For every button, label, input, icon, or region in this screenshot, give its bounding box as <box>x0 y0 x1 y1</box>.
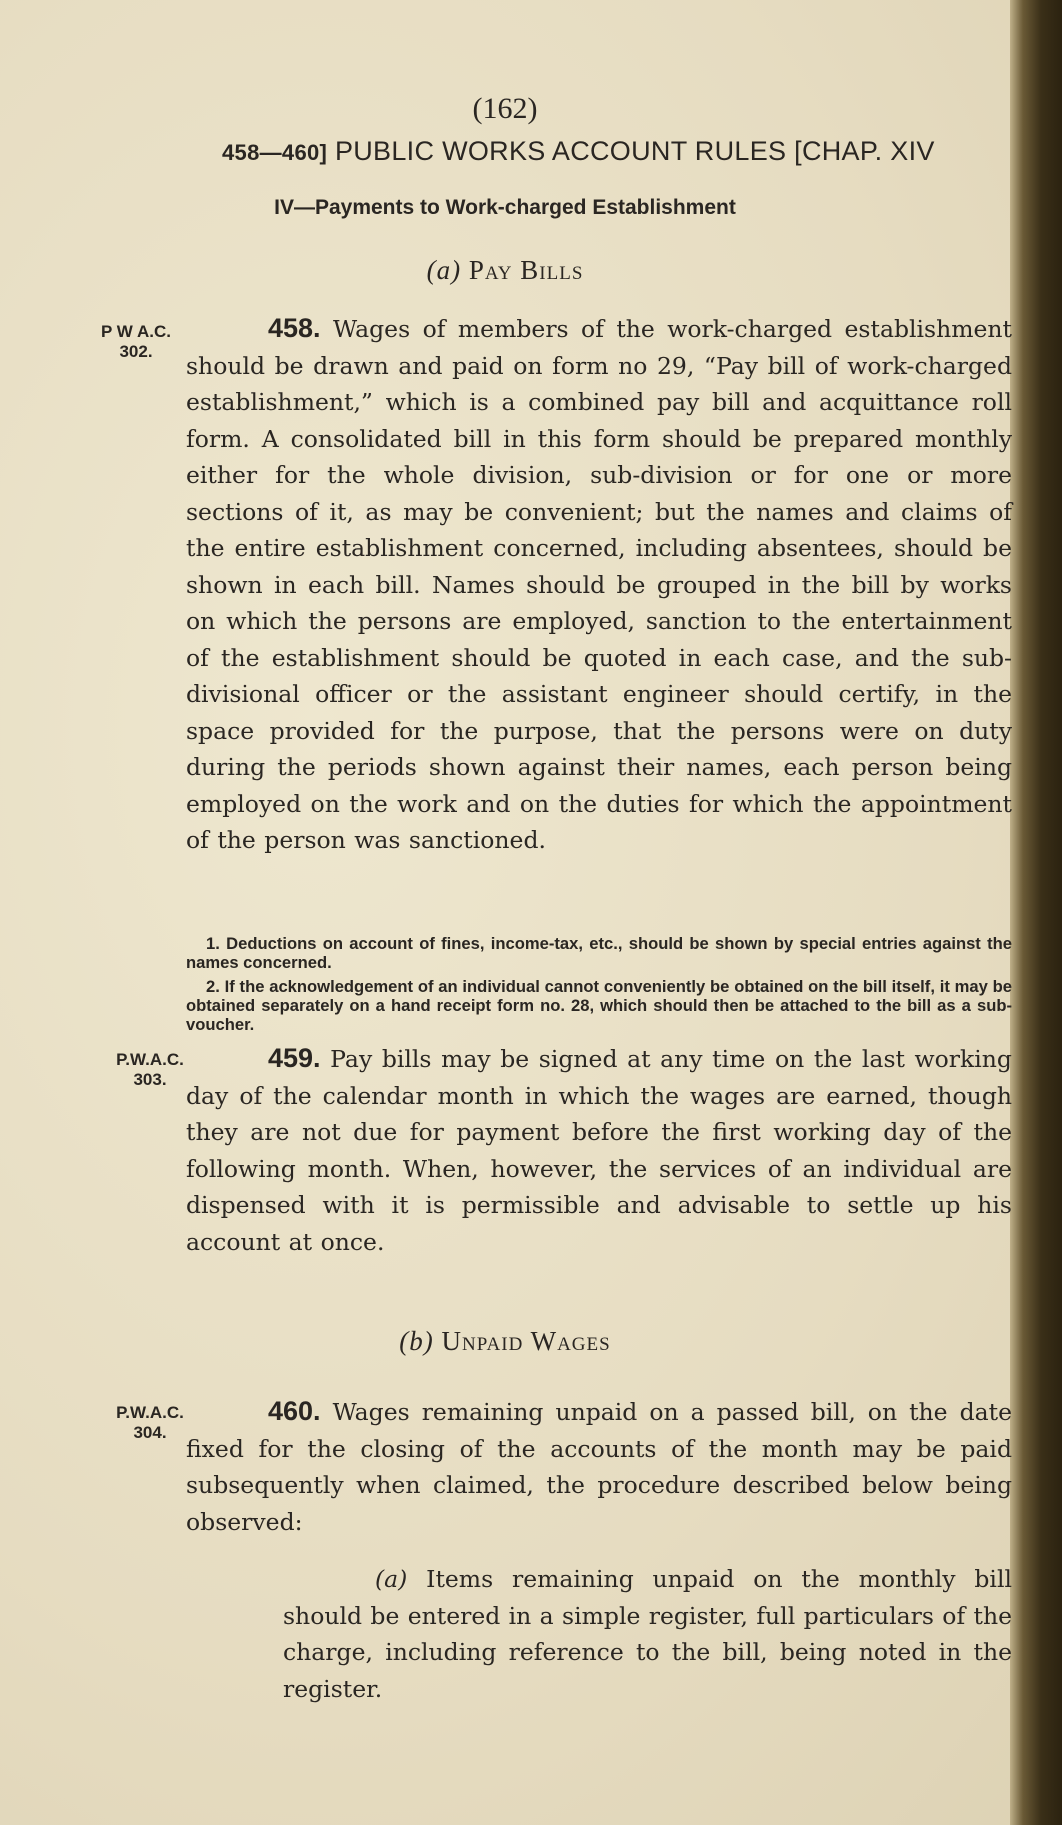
page-number: (162) <box>472 92 538 125</box>
rule-number: 460. <box>268 1396 321 1426</box>
running-head <box>222 136 1012 167</box>
rule-text: Pay bills may be signed at any time on the last working day of the calendar month in which the wages are earned, though they are not due for payment before the first working day of the following month. When, however, the services of an individual are dispensed with it is permissible and advisable to settle up his account at once. <box>186 1045 1012 1256</box>
rule-number: 458. <box>268 313 321 343</box>
note-1: 1. Deductions on account of fines, income-tax, etc., should be shown by special entries against the names concerned. <box>186 934 1012 972</box>
sidenote-458: P W A.C. 302. <box>101 322 171 361</box>
running-head-title: PUBLIC WORKS ACCOUNT RULES [CHAP. XIV <box>334 136 935 166</box>
subheading-label: (a) <box>426 255 462 285</box>
subheading-label: (b) <box>399 1326 434 1356</box>
subheading-text: Pay Bills <box>468 255 584 285</box>
subheading-pay-bills <box>0 255 1010 286</box>
subitem-a <box>283 1561 1012 1707</box>
subheading-unpaid-wages <box>0 1326 1010 1357</box>
sidenote-460: P.W.A.C. 304. <box>116 1403 184 1442</box>
subheading-text: Unpaid Wages <box>441 1326 611 1356</box>
sidenote-459: P.W.A.C. 303. <box>116 1050 184 1089</box>
book-spine-shadow <box>1010 0 1062 1825</box>
subitem-label: (a) <box>375 1565 408 1593</box>
rule-text: Wages of members of the work-charged establishment should be drawn and paid on form no 29, “Pay bill of work-charged establishment,” which is a combined pay bill and acquittance roll form. A consolidated bill in this form should be prepared monthly either for the whole division, sub-division or for one or more sections of it, as may be convenient; but the names and claims of the entire establishment concerned, including absentees, should be shown in each bill. Names should be grouped in the bill by works on which the persons are employed, sanction to the entertainment of the establishment should be quoted in each case, and the sub-divisional officer or the assistant engineer should certify, in the space provided for the purpose, that the persons were on duty during the periods shown against their names, each person being employed on the work and on the duties for which the appointment of the person was sanctioned. <box>186 315 1012 854</box>
rule-number: 459. <box>268 1043 321 1073</box>
paragraph-458 <box>186 310 1012 859</box>
paragraph-460 <box>186 1393 1012 1540</box>
rule-text: Wages remaining unpaid on a passed bill, on the date fixed for the closing of the accounts of the month may be paid subsequently when claimed, the procedure described below being observed: <box>186 1398 1012 1536</box>
subitem-text: Items remaining unpaid on the monthly bill should be entered in a simple register, full particulars of the charge, including reference to the bill, being noted in the register. <box>283 1565 1012 1703</box>
running-head-rule-range: 458—460] <box>222 140 328 165</box>
section-title: IV—Payments to Work-charged Establishment <box>274 196 736 219</box>
paragraph-459 <box>186 1040 1012 1260</box>
note-2: 2. If the acknowledgement of an individual cannot conveniently be obtained on the bill itself, it may be obtained separately on a hand receipt form no. 28, which should then be attached to the bill as a sub-voucher. <box>186 977 1012 1034</box>
